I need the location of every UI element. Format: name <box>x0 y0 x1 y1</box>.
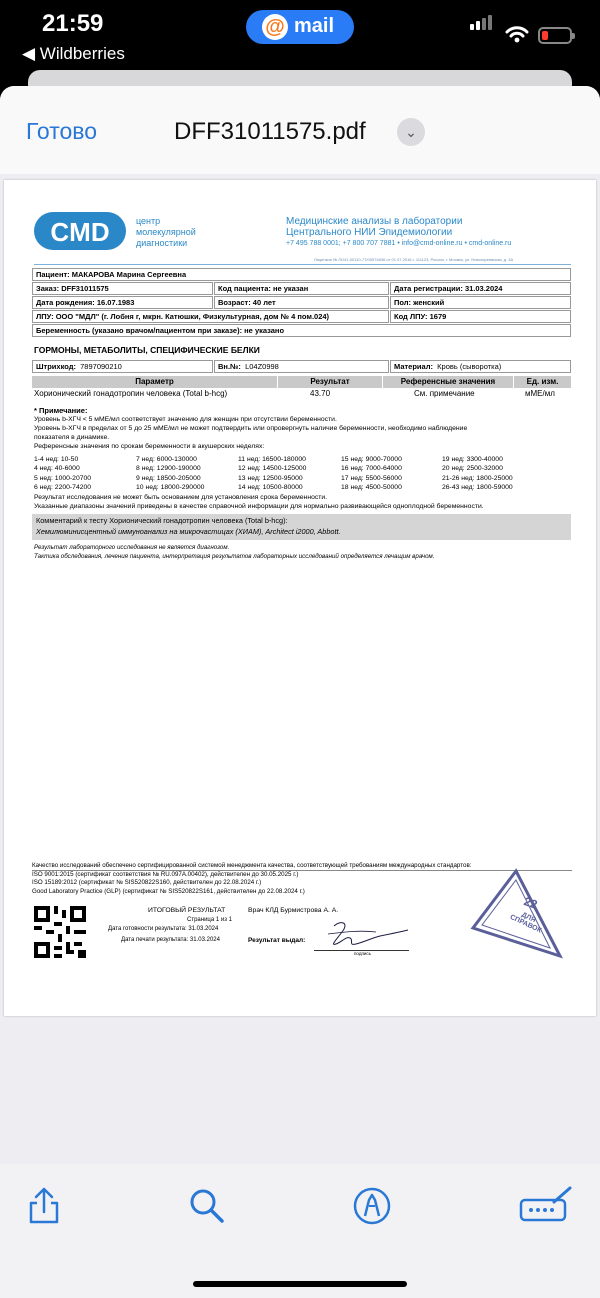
header-parameter: Параметр <box>32 376 277 388</box>
lpu: ЛПУ: ООО "МДЛ" (г. Лобня г, мкрн. Катюшки, Физкультурная, дом № 4 пом.024) <box>32 310 389 323</box>
order-number: Заказ: DFF31011575 <box>32 282 213 295</box>
signature-icon <box>320 918 410 952</box>
search-icon[interactable] <box>185 1184 229 1228</box>
row-result: 43.70 <box>310 389 331 398</box>
age: Возраст: 40 лет <box>214 296 389 309</box>
home-indicator[interactable] <box>193 1281 407 1287</box>
doctor-name: Врач КЛД Бурмистрова А. А. <box>248 907 339 914</box>
license-text: Лицензия № ЛО41-00110-77/00574836 от 01.07.2016 г. 111123, Россия, г. Москва, ул. Новогиреевская, д. 3А <box>314 257 514 262</box>
clock: 21:59 <box>42 10 104 37</box>
lpu-code: Код ЛПУ: 1679 <box>390 310 571 323</box>
signature-caption: подпись <box>354 951 372 956</box>
navbar <box>0 86 600 174</box>
birth-date: Дата рождения: 16.07.1983 <box>32 296 213 309</box>
material-box: Материал: Кровь (сыворотка) <box>390 360 571 373</box>
ref-row: 4 нед: 40-6000 8 нед: 12900-190000 12 нед: 14500-125000 16 нед: 7000-64000 20 нед: 2500-32000 <box>34 465 503 473</box>
reference-grid <box>34 455 574 493</box>
org-name: центр молекулярной диагностики <box>136 216 196 248</box>
qr-code <box>34 906 86 958</box>
markup-icon[interactable] <box>350 1184 394 1228</box>
status-bar <box>0 0 600 80</box>
print-date: Дата печати результата: 31.03.2024 <box>121 937 220 943</box>
pdf-preview-sheet <box>0 86 600 1298</box>
back-to-app-link[interactable]: ◀ Wildberries <box>22 44 125 63</box>
registration-date: Дата регистрации: 31.03.2024 <box>390 282 571 295</box>
header-unit: Ед. изм. <box>514 376 571 388</box>
notes: * Примечание: Уровень b-ХГЧ < 5 мМЕ/мл соответствует значению для женщин при отсутствии беременности. Уровень b-ХГЧ в пределах от 5 до 25 мМЕ/мл не может подтвердить или опровергнуть наличие беременности, необходимо наблюдение показателя в динамике. Референсные значения по срокам беременности в акушерских неделях: <box>34 406 468 450</box>
stamp-text: ДЛЯ СПРАВОК <box>508 911 543 935</box>
mail-label: mail <box>294 15 335 37</box>
ref-row: 1-4 нед: 10-50 7 нед: 6000-130000 11 нед: 16500-180000 15 нед: 9000-70000 19 нед: 3300-40000 <box>34 456 503 463</box>
mail-at-icon: @ <box>262 14 288 40</box>
battery-icon <box>538 27 572 44</box>
cmd-logo: CMD <box>34 212 126 250</box>
mail-app-pill[interactable] <box>246 10 354 44</box>
bottom-toolbar <box>0 1164 600 1298</box>
barcode-box: Штрихкод: 7897090210 <box>32 360 213 373</box>
document-title[interactable]: DFF31011575.pdf <box>174 118 366 145</box>
header-divider <box>34 264 571 265</box>
chevron-down-icon[interactable]: ⌄ <box>397 118 425 146</box>
ref-row: 5 нед: 1000-20700 9 нед: 18500-205000 13 нед: 12500-95000 17 нед: 5500-56000 21-26 нед: 1800-25000 <box>34 474 513 482</box>
wifi-icon <box>505 24 529 44</box>
form-fill-icon[interactable] <box>518 1184 574 1228</box>
page-count: Страница 1 из 1 <box>187 917 232 923</box>
issued-by-label: Результат выдал: <box>248 937 306 944</box>
lab-heading: Медицинские анализы в лаборатории Центрального НИИ Эпидемиологии <box>286 216 463 238</box>
share-icon[interactable] <box>22 1184 66 1228</box>
ref-row: 6 нед: 2200-74200 10 нед: 18000-290000 14 нед: 10500-80000 18 нед: 4500-50000 26-43 нед: 1800-59000 <box>34 484 513 492</box>
internal-number-box: Вн.№: L04Z0998 <box>214 360 389 373</box>
row-reference: См. примечание <box>414 389 475 398</box>
test-comment: Комментарий к тесту Хорионический гонадотропин человека (Total b-hcg): Хемилюминисцентный иммуноанализ на микрочастицах (ХИАМ), Architect i2000, Abbott. <box>32 514 571 540</box>
header-reference: Референсные значения <box>383 376 513 388</box>
section-title: ГОРМОНЫ, МЕТАБОЛИТЫ, СПЕЦИФИЧЕСКИЕ БЕЛКИ <box>34 345 260 355</box>
header-result: Результат <box>278 376 382 388</box>
notes-secondary: Результат исследования не может быть основанием для установления срока беременности. Указанные диапазоны значений приведены в качестве справочной информации для нормально развивающейся одноплодной беременности. <box>34 494 484 510</box>
ready-date: Дата готовности результата: 31.03.2024 <box>108 926 219 932</box>
row-unit: мМЕ/мл <box>525 389 555 398</box>
disclaimer: Результат лабораторного исследования не является диагнозом. Тактика обследования, лечения пациента, интерпретация результатов лабораторных исследований определяется лечащим врачом. <box>34 544 435 560</box>
patient-code: Код пациента: не указан <box>214 282 389 295</box>
done-button[interactable]: Готово <box>26 118 98 144</box>
pregnancy-status: Беременность (указано врачом/пациентом при заказе): не указано <box>32 324 571 337</box>
quality-certificates: Качество исследований обеспечено сертифицированной системой менеджмента качества, соответствующей требованиям международных стандартов: ISO 9001:2015 (сертификат соответствия № RU.097A.00402), действителен до 30.05.2025 г.) ISO 15189:2012 (сертификат № SIS520822S160, действителен до 22.08.2024 г.) Good Laboratory Practice (GLP) (сертификат № SIS520822S161, действителен до 22.08.2024 г.) <box>32 862 572 896</box>
pdf-page <box>4 180 596 1016</box>
final-result-label: ИТОГОВЫЙ РЕЗУЛЬТАТ <box>148 907 226 914</box>
sex: Пол: женский <box>390 296 571 309</box>
patient-name: Пациент: МАКАРОВА Марина Сергеевна <box>32 268 571 281</box>
lab-contacts: +7 495 788 0001; +7 800 707 7881 • info@cmd-online.ru • cmd-online.ru <box>286 240 512 247</box>
stamp-number: 22 <box>522 894 540 912</box>
row-parameter: Хорионический гонадотропин человека (Total b-hcg) <box>34 389 228 398</box>
